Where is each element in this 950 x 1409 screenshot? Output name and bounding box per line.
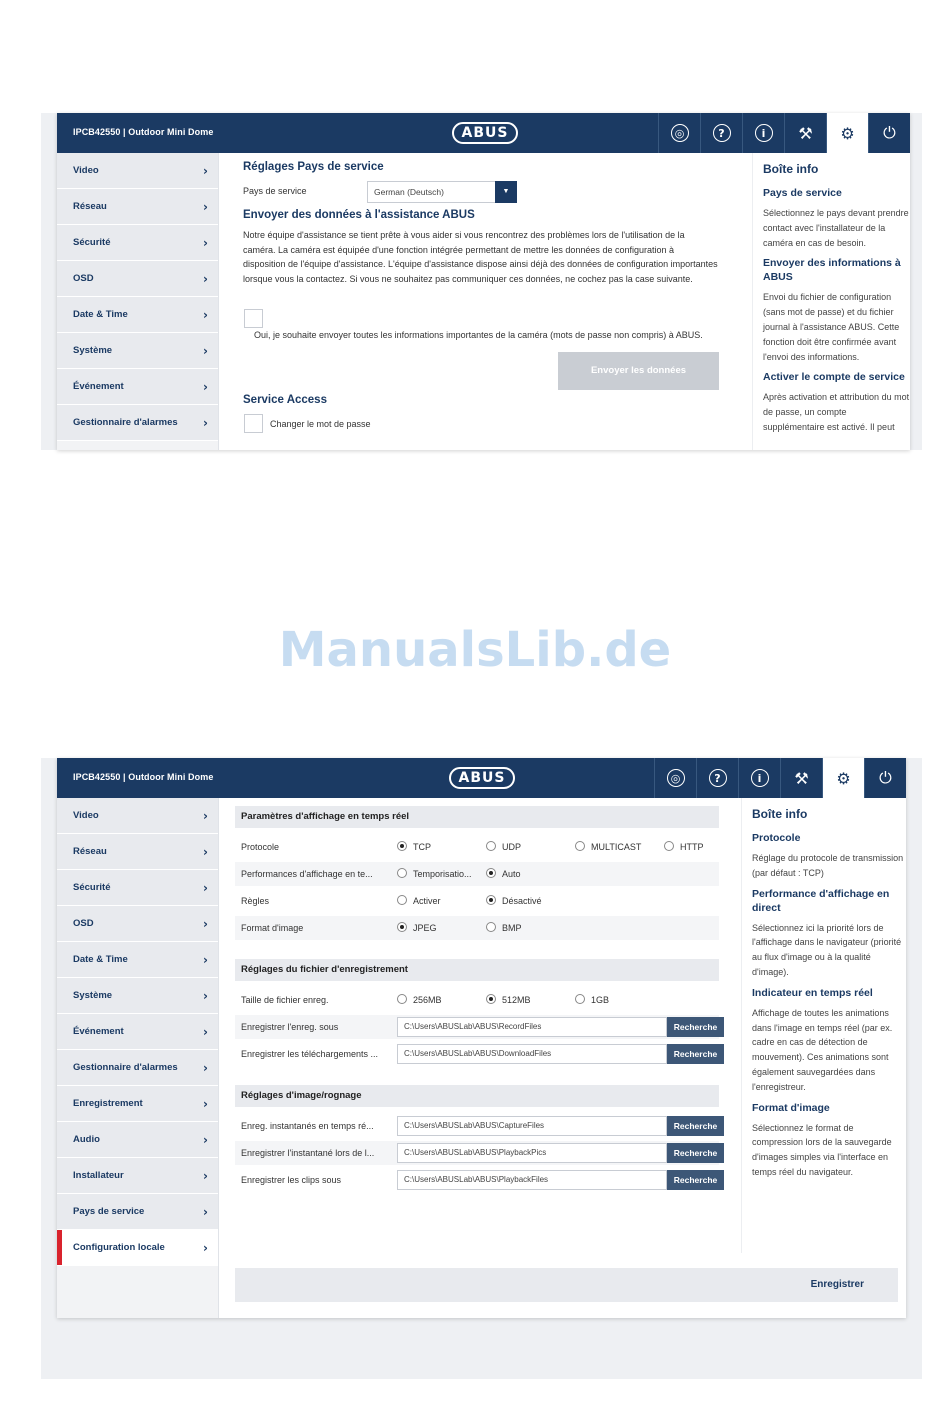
radio-jpeg-dot xyxy=(397,922,407,932)
nav-item-video[interactable]: Video › xyxy=(57,798,218,834)
download-path-browse-button[interactable]: Recherche xyxy=(667,1044,724,1064)
screenshot-2 xyxy=(57,758,906,1318)
save-button[interactable]: Enregistrer xyxy=(810,1279,864,1290)
country-label: Pays de service xyxy=(243,186,307,196)
display-performance-label: Performances d'affichage en te... xyxy=(241,869,373,879)
radio-desactive-dot xyxy=(486,895,496,905)
device-title: IPCB42550 | Outdoor Mini Dome xyxy=(73,127,214,137)
radio-jpeg[interactable]: JPEG xyxy=(397,916,437,940)
main-content xyxy=(235,798,725,1268)
row-download-path xyxy=(235,1042,719,1066)
record-path-browse-button[interactable]: Recherche xyxy=(667,1017,724,1037)
download-path-label: Enregistrer les téléchargements ... xyxy=(241,1049,379,1059)
capture-path-input[interactable]: C:\Users\ABUSLab\ABUS\CaptureFiles xyxy=(397,1116,667,1136)
nav-item-osd[interactable]: OSD › xyxy=(57,906,218,942)
radio-1gb[interactable]: 1GB xyxy=(575,988,609,1012)
radio-auto[interactable]: Auto xyxy=(486,862,521,886)
nav-item-video[interactable]: Video › xyxy=(57,153,218,189)
info-box-title: Boîte info xyxy=(763,162,819,176)
section-title-country: Réglages Pays de service xyxy=(243,161,384,173)
info-box xyxy=(752,153,910,450)
sidebar xyxy=(57,798,219,1318)
info-text-realtime-indicator: Affichage de toutes les animations dans l'image en temps réel (par ex. cadre en cas de détection de mouvement). Ces animations sont également sauvegardées dans l'enregistreur. xyxy=(752,1007,893,1092)
radio-activer-dot xyxy=(397,895,407,905)
wizard-icon[interactable]: ⚒ xyxy=(784,113,826,153)
radio-1gb-dot xyxy=(575,994,585,1004)
info-text-image-format: Sélectionnez le format de compression lors de la sauvegarde d'images simples via l'interface en temps réel du navigateur. xyxy=(752,1122,892,1177)
chevron-right-icon: › xyxy=(203,272,208,286)
chevron-right-icon: › xyxy=(203,1025,208,1039)
screenshot-1 xyxy=(57,113,910,450)
info-heading-service-account: Activer le compte de service xyxy=(763,371,905,384)
clips-path-label: Enregistrer les clips sous xyxy=(241,1175,342,1185)
consent-checkbox[interactable] xyxy=(244,309,263,328)
clips-path-browse-button[interactable]: Recherche xyxy=(667,1170,724,1190)
info-box xyxy=(741,798,906,1253)
chevron-right-icon: › xyxy=(203,308,208,322)
info-text-display-performance: Sélectionnez ici la priorité lors de l'affichage dans le navigateur (priorité au flux d'image ou à la qualité d'image). xyxy=(752,922,902,977)
radio-http[interactable]: HTTP xyxy=(664,835,704,859)
info-text-service-account: Après activation et attribution du mot de passe, un compte supplémentaire est activé. Il peut xyxy=(763,392,910,432)
chevron-right-icon: › xyxy=(203,1241,208,1255)
radio-desactive[interactable]: Désactivé xyxy=(486,889,542,913)
row-record-path xyxy=(235,1015,719,1039)
row-protocol xyxy=(235,835,719,859)
download-path-input[interactable]: C:\Users\ABUSLab\ABUS\DownloadFiles xyxy=(397,1044,667,1064)
footer-bar xyxy=(235,1268,898,1302)
change-password-checkbox[interactable] xyxy=(244,414,263,433)
help-icon[interactable]: ? xyxy=(700,113,742,153)
chevron-right-icon: › xyxy=(203,917,208,931)
settings-icon[interactable]: ⚙ xyxy=(822,758,864,798)
nav-item-installateur[interactable]: Installateur › xyxy=(57,1158,218,1194)
live-view-icon[interactable]: ◎ xyxy=(654,758,696,798)
radio-udp[interactable]: UDP xyxy=(486,835,521,859)
playback-pics-path-browse-button[interactable]: Recherche xyxy=(667,1143,724,1163)
file-size-label: Taille de fichier enreg. xyxy=(241,995,329,1005)
playback-pics-path-input[interactable]: C:\Users\ABUSLab\ABUS\PlaybackPics xyxy=(397,1143,667,1163)
nav-item-reseau[interactable]: Réseau › xyxy=(57,189,218,225)
row-capture-path xyxy=(235,1114,719,1138)
section-title-send-data: Envoyer des données à l'assistance ABUS xyxy=(243,209,475,221)
nav-item-osd[interactable]: OSD › xyxy=(57,261,218,297)
chevron-right-icon: › xyxy=(203,200,208,214)
power-icon[interactable]: ⏻ xyxy=(864,758,906,798)
nav-item-date-time[interactable]: Date & Time › xyxy=(57,942,218,978)
chevron-right-icon: › xyxy=(203,845,208,859)
row-file-size xyxy=(235,988,719,1012)
chevron-right-icon: › xyxy=(203,416,208,430)
watermark: ManualsLib.de xyxy=(278,622,672,678)
help-icon[interactable]: ? xyxy=(696,758,738,798)
chevron-right-icon: › xyxy=(203,380,208,394)
info-heading-realtime-indicator: Indicateur en temps réel xyxy=(752,986,873,999)
country-select[interactable]: German (Deutsch) ▼ xyxy=(367,181,517,203)
chevron-right-icon: › xyxy=(203,164,208,178)
info-icon[interactable]: i xyxy=(742,113,784,153)
chevron-right-icon: › xyxy=(203,1169,208,1183)
device-title: IPCB42550 | Outdoor Mini Dome xyxy=(73,772,214,782)
nav-item-pays-de-service[interactable]: Pays de service › xyxy=(57,1194,218,1230)
nav-item-gestionnaire-alarmes[interactable]: Gestionnaire d'alarmes › xyxy=(57,405,218,441)
info-heading-image-format: Format d'image xyxy=(752,1101,830,1114)
row-playback-pics-path xyxy=(235,1141,719,1165)
nav-item-systeme[interactable]: Système › xyxy=(57,333,218,369)
row-image-format xyxy=(235,916,719,940)
chevron-right-icon: › xyxy=(203,1097,208,1111)
radio-512mb[interactable]: 512MB xyxy=(486,988,531,1012)
nav-item-evenement[interactable]: Événement › xyxy=(57,1014,218,1050)
abus-logo: ABUS xyxy=(449,767,515,789)
radio-256mb-dot xyxy=(397,994,407,1004)
radio-temporisation[interactable]: Temporisatio... xyxy=(397,862,472,886)
main-content xyxy=(243,153,753,450)
nav-item-evenement[interactable]: Événement › xyxy=(57,369,218,405)
radio-multicast[interactable]: MULTICAST xyxy=(575,835,641,859)
radio-activer[interactable]: Activer xyxy=(397,889,441,913)
section-title-service-access: Service Access xyxy=(243,394,327,406)
nav-item-date-time[interactable]: Date & Time › xyxy=(57,297,218,333)
dropdown-arrow-icon: ▼ xyxy=(495,181,517,203)
radio-512mb-dot xyxy=(486,994,496,1004)
chevron-right-icon: › xyxy=(203,1133,208,1147)
capture-path-browse-button[interactable]: Recherche xyxy=(667,1116,724,1136)
info-icon[interactable]: i xyxy=(738,758,780,798)
chevron-right-icon: › xyxy=(203,1061,208,1075)
radio-udp-dot xyxy=(486,841,496,851)
settings-icon[interactable]: ⚙ xyxy=(826,113,868,153)
wizard-icon[interactable]: ⚒ xyxy=(780,758,822,798)
record-path-label: Enregistrer l'enreg. sous xyxy=(241,1022,339,1032)
nav-item-audio[interactable]: Audio › xyxy=(57,1122,218,1158)
chevron-right-icon: › xyxy=(203,989,208,1003)
clips-path-input[interactable]: C:\Users\ABUSLab\ABUS\PlaybackFiles xyxy=(397,1170,667,1190)
info-heading-protocol: Protocole xyxy=(752,832,801,844)
chevron-right-icon: › xyxy=(203,953,208,967)
nav-item-securite[interactable]: Sécurité › xyxy=(57,225,218,261)
band-record-file-settings: Réglages du fichier d'enregistrement xyxy=(235,959,719,981)
radio-256mb[interactable]: 256MB xyxy=(397,988,442,1012)
capture-path-label: Enreg. instantanés en temps ré... xyxy=(241,1121,374,1131)
change-password-label: Changer le mot de passe xyxy=(270,419,371,429)
send-data-button[interactable]: Envoyer les données xyxy=(558,352,719,390)
radio-auto-dot xyxy=(486,868,496,878)
info-text-country: Sélectionnez le pays devant prendre contact avec l'installateur de la caméra en cas de besoin. xyxy=(763,208,909,248)
radio-bmp[interactable]: BMP xyxy=(486,916,522,940)
nav-item-systeme[interactable]: Système › xyxy=(57,978,218,1014)
playback-pics-path-label: Enregistrer l'instantané lors de l... xyxy=(241,1148,375,1158)
image-format-label: Format d'image xyxy=(241,923,304,933)
consent-label: Oui, je souhaite envoyer toutes les informations importantes de la caméra (mots de passe non compris) à ABUS. xyxy=(254,330,703,340)
record-path-input[interactable]: C:\Users\ABUSLab\ABUS\RecordFiles xyxy=(397,1017,667,1037)
chevron-right-icon: › xyxy=(203,809,208,823)
chevron-right-icon: › xyxy=(203,236,208,250)
nav-item-securite[interactable]: Sécurité › xyxy=(57,870,218,906)
sidebar xyxy=(57,153,219,450)
chevron-right-icon: › xyxy=(203,881,208,895)
protocol-label: Protocole xyxy=(241,842,280,852)
abus-logo: ABUS xyxy=(452,122,518,144)
radio-temporisation-dot xyxy=(397,868,407,878)
row-rules xyxy=(235,889,719,913)
nav-item-reseau[interactable]: Réseau › xyxy=(57,834,218,870)
radio-multicast-dot xyxy=(575,841,585,851)
radio-tcp[interactable]: TCP xyxy=(397,835,431,859)
info-text-send: Envoi du fichier de configuration (sans mot de passe) et du fichier journal à l'assistance ABUS. Cette fonction doit être confirmée avant l'envoi des informations. xyxy=(763,292,900,362)
band-image-clip-settings: Réglages d'image/rognage xyxy=(235,1085,719,1107)
radio-tcp-dot xyxy=(397,841,407,851)
chevron-right-icon: › xyxy=(203,1205,208,1219)
info-box-title: Boîte info xyxy=(752,807,808,821)
band-live-view-settings: Paramètres d'affichage en temps réel xyxy=(235,806,719,828)
support-paragraph: Notre équipe d'assistance se tient prête à vous aider si vous rencontrez des problèmes lors de l'utilisation de la caméra. La caméra est équipée d'une fonction intégrée permettant de mettre les données de configuration à disposition de l'équipe d'assistance. L'équipe d'assistance dispose ainsi déjà des données de configuration importantes lorsque vous la contactez. Si vous ne souhaitez pas communiquer ces données, ne cochez pas la case suivante. xyxy=(243,230,718,284)
radio-bmp-dot xyxy=(486,922,496,932)
nav-item-gestionnaire-alarmes[interactable]: Gestionnaire d'alarmes › xyxy=(57,1050,218,1086)
chevron-right-icon: › xyxy=(203,344,208,358)
rules-label: Règles xyxy=(241,896,270,906)
info-heading-display-performance: Performance d'affichage en direct xyxy=(752,887,890,914)
info-text-protocol: Réglage du protocole de transmission (par défaut : TCP) xyxy=(752,853,904,878)
top-bar xyxy=(57,113,910,153)
toolbar-icons xyxy=(654,758,906,798)
live-view-icon[interactable]: ◎ xyxy=(658,113,700,153)
info-heading-country: Pays de service xyxy=(763,187,842,199)
nav-item-configuration-locale[interactable]: Configuration locale › xyxy=(57,1230,218,1266)
toolbar-icons xyxy=(658,113,910,153)
radio-http-dot xyxy=(664,841,674,851)
row-display-performance xyxy=(235,862,719,886)
nav-item-enregistrement[interactable]: Enregistrement › xyxy=(57,1086,218,1122)
info-heading-send: Envoyer des informations à ABUS xyxy=(763,257,901,284)
power-icon[interactable]: ⏻ xyxy=(868,113,910,153)
top-bar xyxy=(57,758,906,798)
row-clips-path xyxy=(235,1168,719,1192)
